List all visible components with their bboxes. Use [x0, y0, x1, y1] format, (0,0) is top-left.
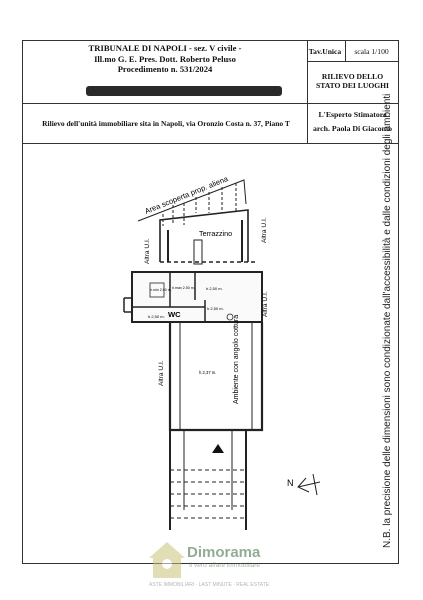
brand-footer: ASTE IMMOBILIARI · LAST MINUTE · REAL ESTATE	[149, 582, 270, 588]
north-label: N	[287, 478, 294, 488]
main-room-walls	[170, 322, 262, 430]
judge-line: Ill.mo G. E. Pres. Dott. Roberto Peluso	[94, 53, 236, 64]
height-label: h.max 2.50 m.	[172, 286, 195, 290]
height-label: h.2,50 m.	[207, 306, 224, 311]
other-unit-label: Altra U.I.	[261, 217, 268, 243]
room-label: Ambiente con angolo cottura	[233, 314, 240, 404]
court-line: TRIBUNALE DI NAPOLI - sez. V civile -	[88, 43, 242, 53]
height-label: h.min 2.00 m.	[150, 288, 172, 292]
brand-watermark	[145, 540, 295, 592]
terrace-label: Terrazzino	[199, 229, 233, 238]
wc-label: WC	[168, 310, 181, 319]
property-description: Rilievo dell'unità immobiliare sita in Napoli, via Oronzio Costa n. 37, Piano T	[42, 119, 290, 128]
other-unit-label: Altra U.I.	[262, 291, 269, 317]
brand-tagline: Il vero affare immobiliare	[189, 562, 261, 569]
procedure-line: Procedimento n. 531/2024	[117, 64, 213, 75]
other-unit-label: Altra U.I.	[158, 360, 165, 386]
stair-access	[170, 430, 246, 530]
height-label: h.2,50 m.	[206, 286, 223, 291]
north-arrow-icon	[298, 474, 320, 495]
expert-name: arch. Paola Di Giacomo	[312, 123, 393, 133]
house-logo-icon	[147, 540, 187, 582]
entry-arrow-icon	[212, 444, 224, 453]
brand-name: Dimorama	[187, 544, 261, 561]
accuracy-note: N.B. la precisione delle dimensioni sono condizionate dall'accessibilità e dalle condizioni degli ambienti	[382, 93, 393, 548]
survey-title-line2: STATO DEI LUOGHI	[315, 81, 389, 91]
other-unit-label: Altra U.I.	[144, 238, 151, 264]
height-label: h.2,37 m.	[199, 370, 217, 375]
survey-title-line1: RILIEVO DELLO	[321, 72, 384, 81]
open-area-label: Area scoperta prop. aliena	[143, 174, 230, 216]
height-label: h.2,50 m.	[148, 314, 165, 319]
scale-label: scala 1/100	[354, 47, 389, 56]
tav-label: Tav.Unica	[308, 47, 342, 56]
terrace-door	[194, 240, 202, 264]
expert-title: L'Esperto Stimatore	[318, 110, 387, 119]
